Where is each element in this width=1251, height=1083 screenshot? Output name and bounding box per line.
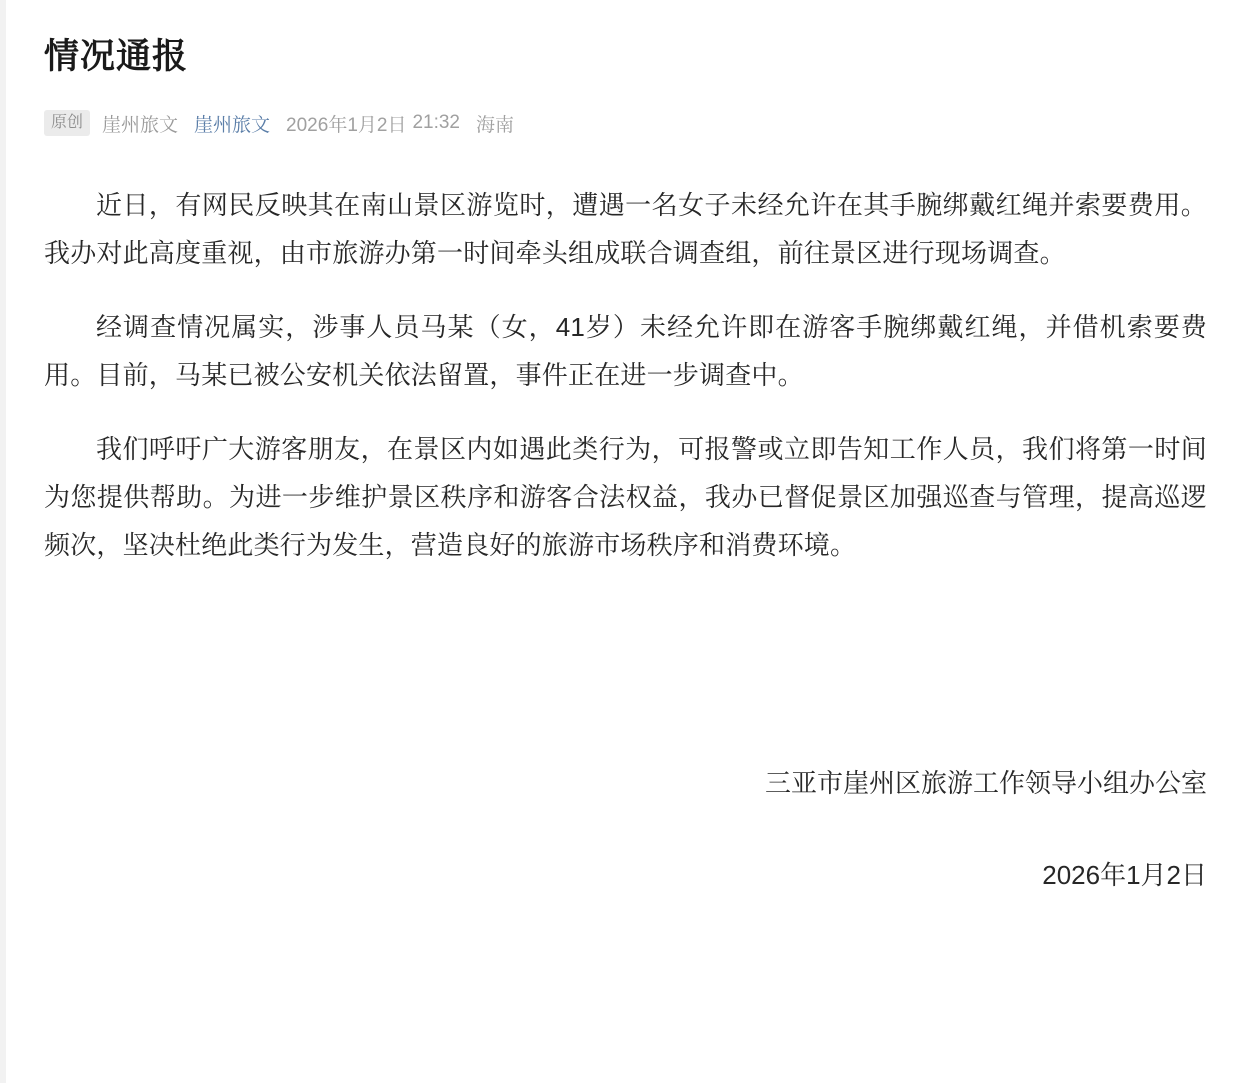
signoff-date: 2026年1月2日 (1042, 859, 1207, 890)
publish-date: 2026年1月2日 (286, 114, 407, 136)
author-name: 崖州旅文 (102, 114, 179, 136)
original-badge: 原创 (44, 110, 90, 136)
paragraph: 经调查情况属实，涉事人员马某（女，41岁）未经允许即在游客手腕绑戴红绳，并借机索要费用。目前，马某已被公安机关依法留置，事件正在进一步调查中。 (44, 311, 1207, 390)
publish-time: 21:32 (412, 112, 460, 133)
article-body (44, 181, 1207, 570)
signoff-block (44, 759, 1207, 900)
paragraph: 我们呼吁广大游客朋友，在景区内如遇此类行为，可报警或立即告知工作人员，我们将第一时间为您提供帮助。为进一步维护景区秩序和游客合法权益，我办已督促景区加强巡查与管理，提高巡逻频次，坚决杜绝此类行为发生，营造良好的旅游市场秩序和消费环境。 (44, 433, 1207, 561)
page-title: 情况通报 (44, 37, 189, 76)
signoff-organization: 三亚市崖州区旅游工作领导小组办公室 (764, 768, 1207, 799)
publish-location: 海南 (476, 114, 515, 136)
article-meta (44, 110, 1207, 137)
account-link[interactable]: 崖州旅文 (194, 114, 271, 136)
paragraph: 近日，有网民反映其在南山景区游览时，遭遇一名女子未经允许在其手腕绑戴红绳并索要费用。我办对此高度重视，由市旅游办第一时间牵头组成联合调查组，前往景区进行现场调查。 (44, 189, 1207, 268)
left-edge-rule (0, 0, 6, 1083)
